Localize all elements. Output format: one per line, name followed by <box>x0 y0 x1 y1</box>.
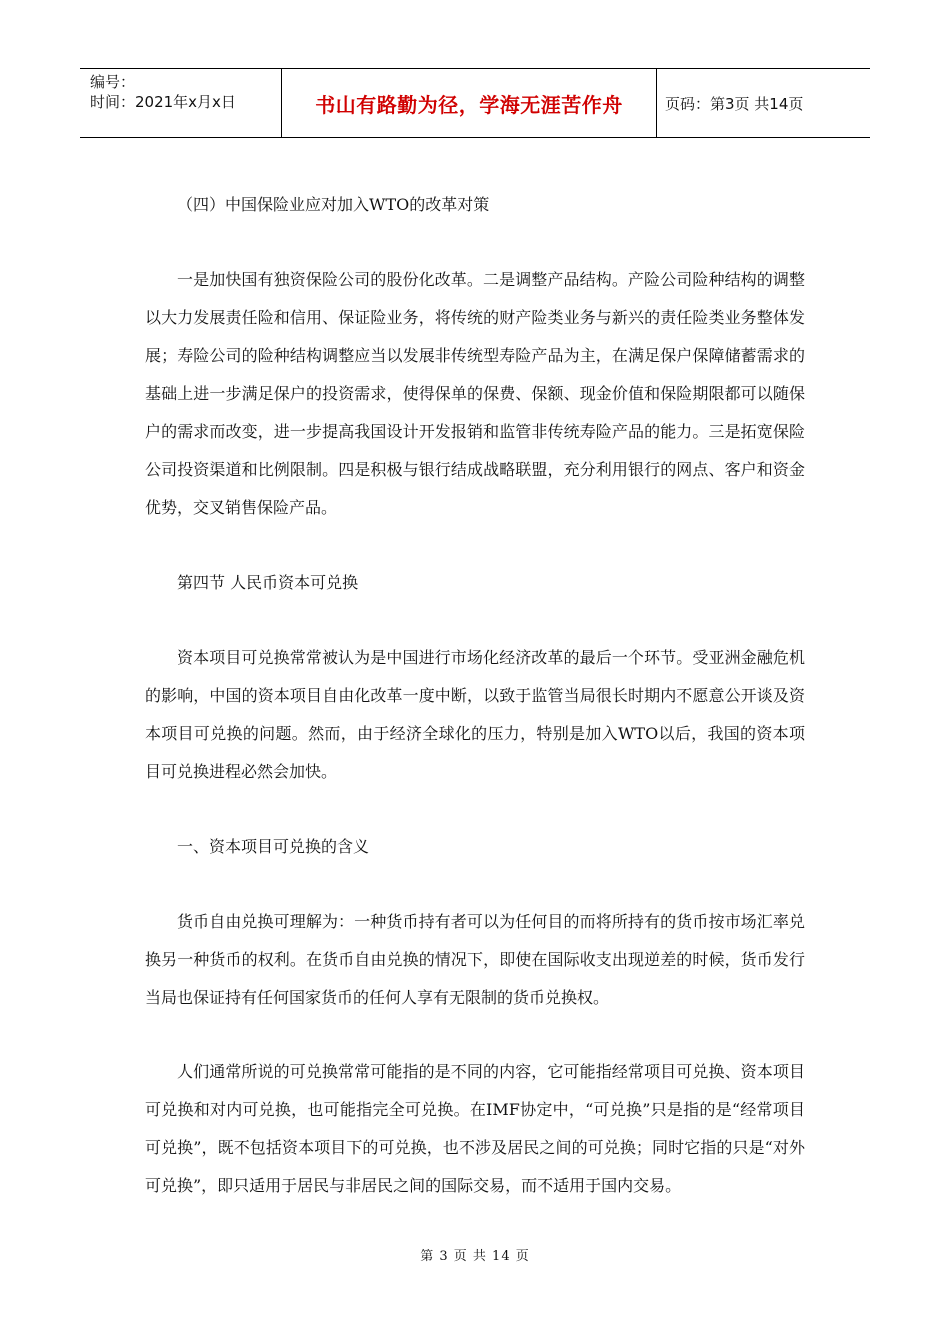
spacer <box>145 603 805 639</box>
spacer <box>145 867 805 903</box>
body-paragraph: 人们通常所说的可兑换常常可能指的是不同的内容，它可能指经常项目可兑换、资本项目可兑换和对内可兑换，也可能指完全可兑换。在IMF协定中，“可兑换”只是指的是“经常项目可兑换”，既不包括资本项目下的可兑换，也不涉及居民之间的可兑换；同时它指的只是“对外可兑换”，即只适用于居民与非居民之间的国际交易，而不适用于国内交易。 <box>145 1062 805 1195</box>
header-meta <box>80 69 282 137</box>
body-paragraph: 一是加快国有独资保险公司的股份化改革。二是调整产品结构。产险公司险种结构的调整以大力发展责任险和信用、保证险业务，将传统的财产险类业务与新兴的责任险类业务整体发展；寿险公司的险种结构调整应当以发展非传统型寿险产品为主，在满足保户保障储蓄需求的基础上进一步满足保户的投资需求，使得保单的保费、保额、现金价值和保险期限都可以随保户的需求而改变，进一步提高我国设计开发报销和监管非传统寿险产品的能力。三是拓宽保险公司投资渠道和比例限制。四是积极与银行结成战略联盟，充分利用银行的网点、客户和资金优势，交叉销售保险产品。 <box>145 270 805 517</box>
spacer <box>145 1017 805 1053</box>
document-number-label: 编号： <box>90 73 136 91</box>
document-body <box>145 185 805 1205</box>
section-heading: 一、资本项目可兑换的含义 <box>177 837 370 856</box>
header-motto: 书山有路勤为径，学海无涯苦作舟 <box>282 69 657 137</box>
section-heading: （四）中国保险业应对加入WTO的改革对策 <box>177 195 490 214</box>
page-footer: 第 3 页 共 14 页 <box>420 1249 530 1264</box>
spacer <box>145 791 805 827</box>
header-page-label: 页码：第3页 共14页 <box>665 94 804 113</box>
page-header <box>80 68 870 138</box>
spacer <box>145 527 805 563</box>
spacer <box>145 225 805 261</box>
section-heading: 第四节 人民币资本可兑换 <box>177 573 359 592</box>
document-date: 时间：2021年x月x日 <box>90 93 236 111</box>
body-paragraph: 货币自由兑换可理解为：一种货币持有者可以为任何目的而将所持有的货币按市场汇率兑换另一种货币的权利。在货币自由兑换的情况下，即使在国际收支出现逆差的时候，货币发行当局也保证持有任何国家货币的任何人享有无限制的货币兑换权。 <box>145 912 805 1007</box>
body-paragraph: 资本项目可兑换常常被认为是中国进行市场化经济改革的最后一个环节。受亚洲金融危机的影响，中国的资本项目自由化改革一度中断，以致于监管当局很长时期内不愿意公开谈及资本项目可兑换的问题。然而，由于经济全球化的压力，特别是加入WTO以后，我国的资本项目可兑换进程必然会加快。 <box>145 648 805 781</box>
